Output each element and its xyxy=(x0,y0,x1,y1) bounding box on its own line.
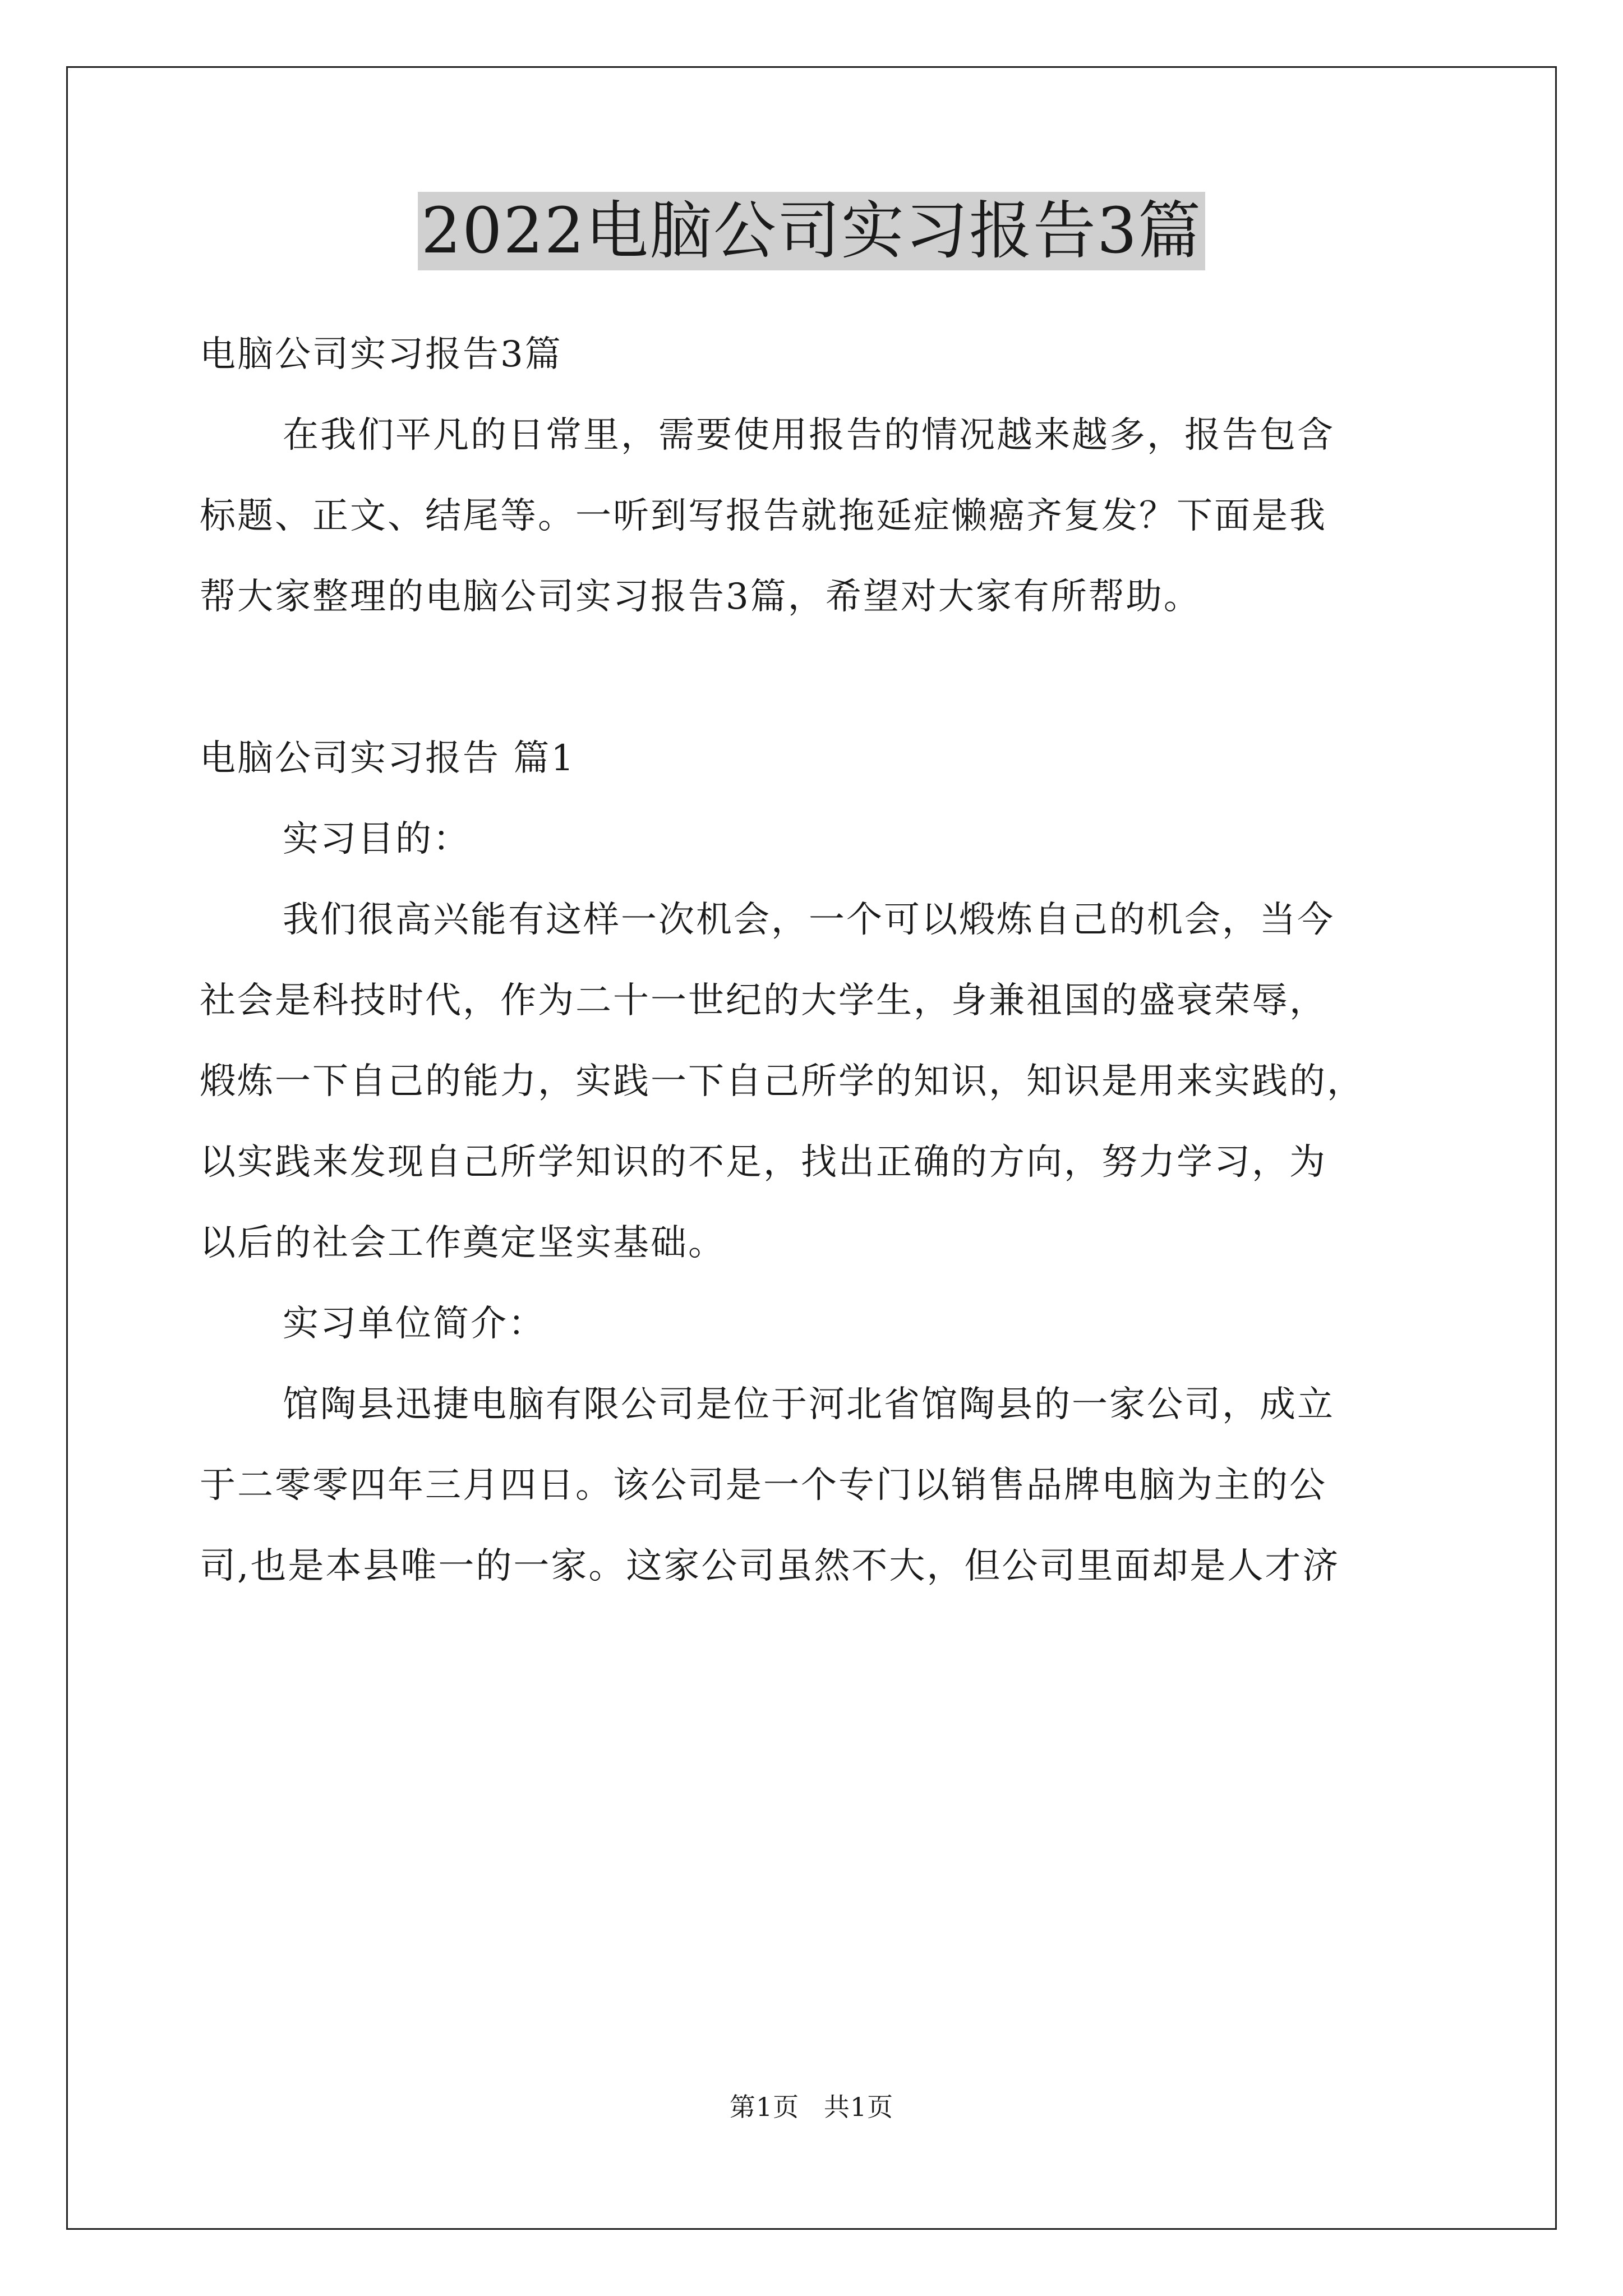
purpose-line-5: 以后的社会工作奠定坚实基础。 xyxy=(200,1222,726,1264)
purpose-line-1: 我们很高兴能有这样一次机会，一个可以煅炼自己的机会，当今 xyxy=(283,899,1335,941)
subtitle: 电脑公司实习报告3篇 xyxy=(200,334,562,375)
purpose-line-2: 社会是科技时代，作为二十一世纪的大学生，身兼祖国的盛衰荣辱， xyxy=(200,980,1327,1022)
unit-line-2: 于二零零四年三月四日。该公司是一个专门以销售品牌电脑为主的公 xyxy=(200,1465,1327,1506)
document-body xyxy=(200,314,1456,1607)
paragraph-gap xyxy=(200,637,1456,718)
page-number: 第1页 xyxy=(729,2092,800,2122)
page-total: 共1页 xyxy=(823,2092,894,2122)
purpose-line-3: 煅炼一下自己的能力，实践一下自己所学的知识，知识是用来实践的， xyxy=(200,1061,1364,1102)
intro-line-3: 帮大家整理的电脑公司实习报告3篇，希望对大家有所帮助。 xyxy=(200,576,1201,618)
section-heading: 电脑公司实习报告 篇1 xyxy=(200,738,576,779)
document-title: 2022电脑公司实习报告3篇 xyxy=(418,192,1205,270)
title-container xyxy=(0,192,1623,270)
intro-line-2: 标题、正文、结尾等。一听到写报告就拖延症懒癌齐复发？下面是我 xyxy=(200,495,1327,537)
purpose-line-4: 以实践来发现自己所学知识的不足，找出正确的方向，努力学习，为 xyxy=(200,1142,1327,1183)
unit-heading: 实习单位简介： xyxy=(283,1303,546,1345)
unit-line-1: 馆陶县迅捷电脑有限公司是位于河北省馆陶县的一家公司，成立 xyxy=(283,1384,1335,1425)
purpose-heading: 实习目的： xyxy=(283,818,471,860)
page-footer xyxy=(0,2087,1623,2124)
intro-line-1: 在我们平凡的日常里，需要使用报告的情况越来越多，报告包含 xyxy=(283,415,1335,456)
unit-line-3: 司,也是本县唯一的一家。这家公司虽然不大，但公司里面却是人才济 xyxy=(200,1545,1340,1587)
